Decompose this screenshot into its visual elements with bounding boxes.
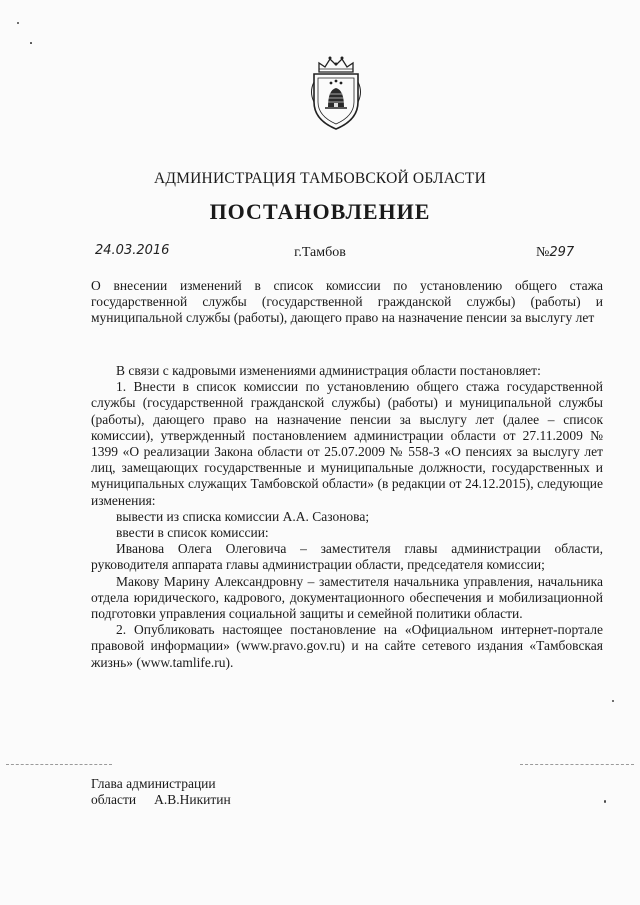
scan-speck <box>17 22 19 24</box>
preamble-paragraph: В связи с кадровыми изменениями администрация области постановляет: <box>116 363 541 378</box>
document-number <box>536 245 574 261</box>
divider-right <box>520 764 634 765</box>
signatory-title-line1: Глава администрации <box>91 776 216 791</box>
signatory-title-line2: области <box>91 792 137 807</box>
remove-member-line: вывести из списка комиссии А.А. Сазонова; <box>116 508 370 524</box>
divider-left <box>6 764 112 765</box>
item-2-paragraph: 2. Опубликовать настоящее постановление на «Официальном интернет-портале правовой информации» (www.pravo.gov.ru) и на сайте сетевого издания «Тамбовская жизнь» (www.tamlife.ru). <box>91 622 603 670</box>
scan-speck <box>604 800 606 803</box>
signature-block <box>91 776 231 808</box>
scan-speck <box>612 700 614 702</box>
coat-of-arms-icon <box>305 52 367 132</box>
number-value: 297 <box>549 245 575 260</box>
new-member-ivanov: Иванова Олега Олеговича – заместителя главы администрации области, руководителя аппарата главы администрации области, председателя комиссии; <box>91 541 603 573</box>
document-body <box>91 363 603 671</box>
document-subject: О внесении изменений в список комиссии по установлению общего стажа государственной службы (государственной гражданской службы) (работы) и муниципальной службы (работы), дающего право на назначение пенсии за выслугу лет <box>91 278 603 325</box>
add-members-line: ввести в список комиссии: <box>116 525 269 541</box>
scan-speck <box>30 42 32 44</box>
number-prefix: № <box>536 245 550 260</box>
document-date: 24.03.2016 <box>95 243 170 258</box>
signatory-row <box>91 792 231 808</box>
item-1-paragraph: 1. Внести в список комиссии по установлению общего стажа государственной службы (государственной гражданской службы) (работы) и муниципальной службы (работы), дающего право на назначение пенсии за выслугу лет (далее – список комиссии), утвержденный постановлением администрации области от 27.11.2009 № 1399 «О реализации Закона области от 25.07.2009 № 558-З «О пенсиях за выслугу лет лиц, замещающих государственные и муниципальные должности, государственных и муниципальных служащих Тамбовской области» (в редакции от 24.12.2015), следующие изменения: <box>91 379 603 508</box>
document-type-title: ПОСТАНОВЛЕНИЕ <box>209 199 431 224</box>
new-member-makova: Макову Марину Александровну – заместителя начальника управления, начальника отдела юридического, кадрового, документационного обеспечения и мобилизационной подготовки управления социальной защиты и семейной политики области. <box>91 573 603 622</box>
signatory-name: А.В.Никитин <box>154 792 231 807</box>
organization-name: АДМИНИСТРАЦИЯ ТАМБОВСКОЙ ОБЛАСТИ <box>154 170 486 187</box>
document-city: г.Тамбов <box>294 245 346 260</box>
